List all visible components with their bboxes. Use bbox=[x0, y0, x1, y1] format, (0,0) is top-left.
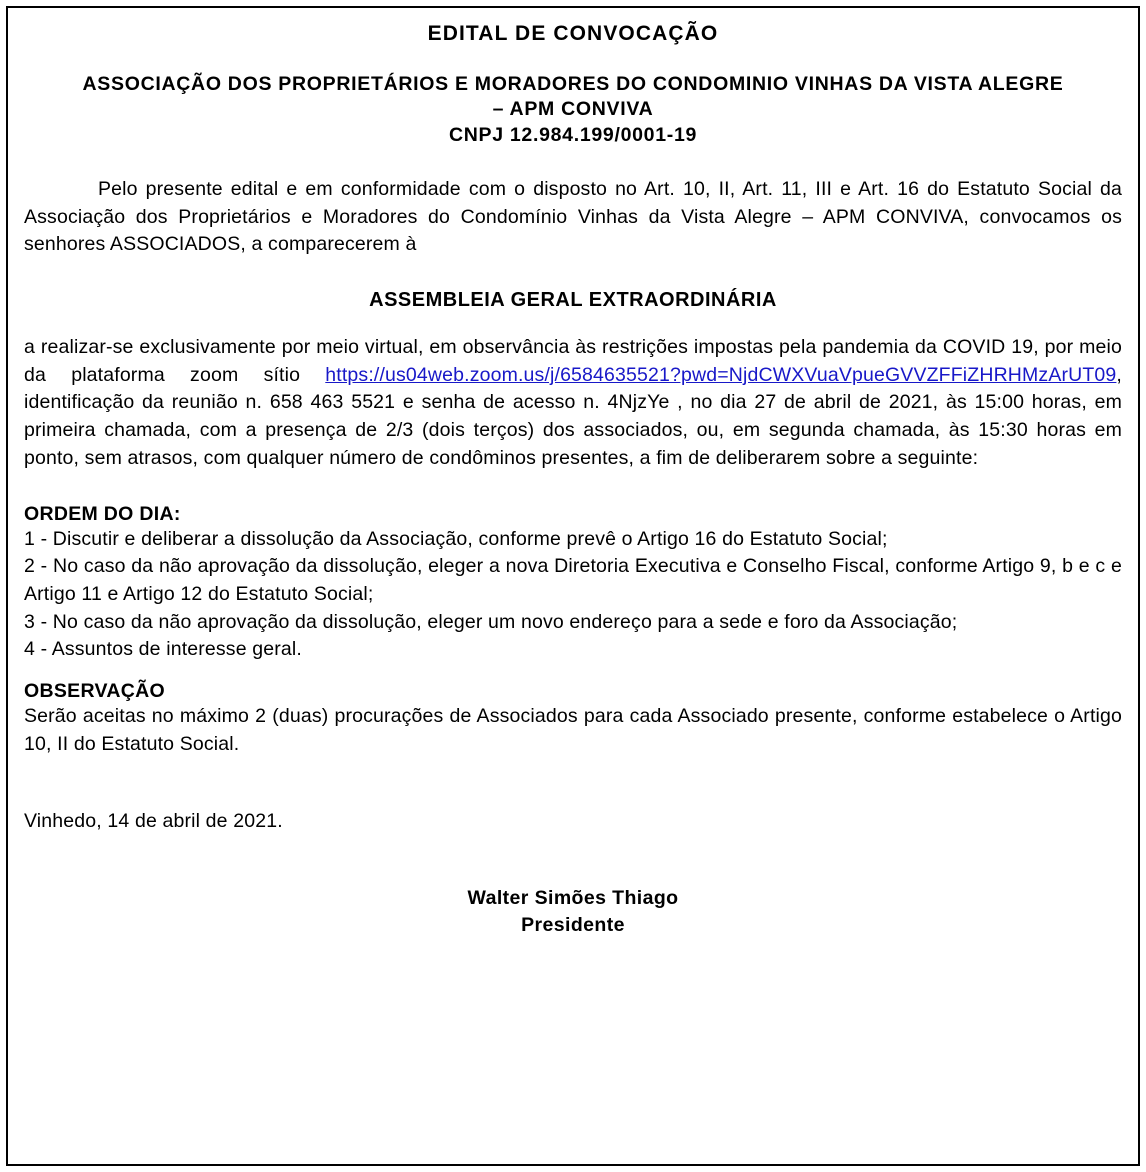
agenda-item-3: 3 - No caso da não aprovação da dissolução, eleger um novo endereço para a sede e foro da Associação; bbox=[24, 610, 958, 633]
spacer bbox=[24, 833, 1122, 859]
signature-block bbox=[24, 885, 1122, 938]
meeting-details-after-link: , identificação da reunião n. 658 463 5521 e senha de acesso n. 4NjzYe , no dia 27 de abril de 2021, às 15:00 horas, em primeira chamada, com a presença de 2/3 (dois terços) dos associados, ou, em segunda chamada, às 15:30 horas em ponto, sem atrasos, com qualquer número de condôminos presentes, a fim de deliberarem sobre a seguinte: bbox=[24, 363, 1122, 469]
spacer bbox=[24, 758, 1122, 784]
spacer bbox=[24, 784, 1122, 810]
organization-name: ASSOCIAÇÃO DOS PROPRIETÁRIOS E MORADORES DO CONDOMINIO VINHAS DA VISTA ALEGRE bbox=[82, 73, 1064, 95]
observation-text: Serão aceitas no máximo 2 (duas) procurações de Associados para cada Associado presente, conforme estabelece o Artigo 10, II do Estatuto Social. bbox=[24, 704, 1122, 755]
intro-paragraph: Pelo presente edital e em conformidade com o disposto no Art. 10, II, Art. 11, III e Art. 16 do Estatuto Social da Associação dos Proprietários e Moradores do Condomínio Vinhas da Vista Alegre – APM CONVIVA, convocamos os senhores ASSOCIADOS, a comparecerem à bbox=[24, 178, 1122, 256]
organization-block bbox=[24, 72, 1122, 148]
place-and-date: Vinhedo, 14 de abril de 2021. bbox=[24, 810, 283, 833]
observation-heading: OBSERVAÇÃO bbox=[24, 679, 165, 702]
spacer bbox=[24, 487, 1122, 503]
assembly-heading: ASSEMBLEIA GERAL EXTRAORDINÁRIA bbox=[369, 289, 777, 312]
spacer bbox=[24, 664, 1122, 680]
page-title: EDITAL DE CONVOCAÇÃO bbox=[427, 22, 719, 45]
zoom-meeting-link[interactable]: https://us04web.zoom.us/j/6584635521?pwd=NjdCWXVuaVpueGVVZFFiZHRHMzArUT09 bbox=[325, 363, 1117, 386]
organization-cnpj: CNPJ 12.984.199/0001-19 bbox=[448, 123, 698, 146]
meeting-details-paragraph bbox=[24, 334, 1122, 472]
agenda-item-1: 1 - Discutir e deliberar a dissolução da Associação, conforme prevê o Artigo 16 do Estatuto Social; bbox=[24, 527, 888, 550]
agenda-item-2: 2 - No caso da não aprovação da dissolução, eleger a nova Diretoria Executiva e Conselho Fiscal, conforme Artigo 9, b e c e Artigo 11 e Artigo 12 do Estatuto Social; bbox=[24, 555, 1122, 605]
agenda-heading: ORDEM DO DIA: bbox=[24, 502, 181, 525]
meeting-details-before-link: a realizar-se exclusivamente por meio virtual, em observância às restrições impostas pela pandemia da COVID 19, por meio da plataforma zoom sítio bbox=[24, 336, 1122, 386]
signer-role: Presidente bbox=[521, 913, 625, 936]
spacer bbox=[24, 859, 1122, 885]
document-content bbox=[24, 22, 1122, 938]
organization-shortname: – APM CONVIVA bbox=[492, 98, 654, 121]
signer-name: Walter Simões Thiago bbox=[467, 887, 679, 910]
agenda-item-4: 4 - Assuntos de interesse geral. bbox=[24, 638, 302, 661]
